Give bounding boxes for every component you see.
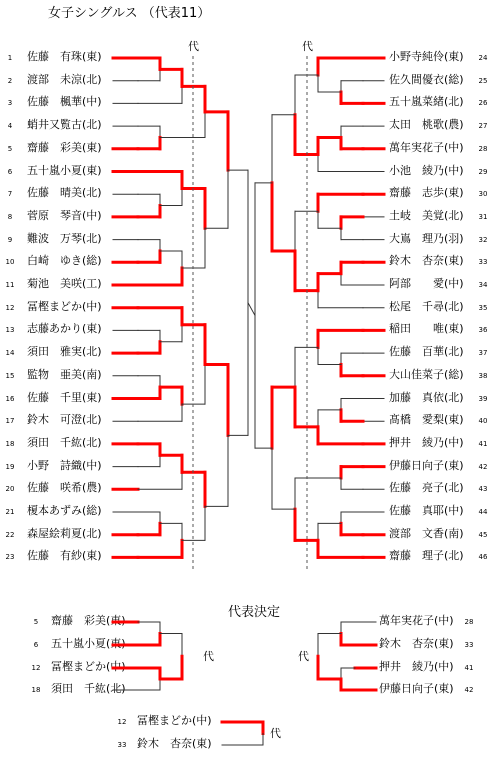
seed-number: 29: [478, 167, 488, 176]
player-name: 須田 雅実(北): [27, 345, 102, 359]
player-name: 志藤あかり(東): [27, 322, 102, 336]
final-section-title: 代表決定: [228, 605, 281, 620]
seed-number: 1: [7, 54, 13, 62]
daihyo-label-right: 代: [302, 40, 313, 53]
player-name: 冨樫まどか(中): [51, 660, 126, 673]
player-name: 齋藤 彩美(東): [27, 140, 102, 154]
seed-number: 12: [5, 303, 15, 312]
seed-number: 41: [478, 439, 488, 448]
player-name: 萬年実花子(中): [379, 614, 454, 627]
player-name: 渡部 未涼(北): [27, 72, 102, 86]
player-name: 佐藤 楓華(中): [27, 95, 102, 109]
player-name: 五十嵐菜緒(北): [389, 95, 464, 109]
player-name: 佐藤 晴美(北): [27, 186, 102, 200]
player-name: 押井 綾乃(中): [379, 660, 454, 673]
player-name: 渡部 文香(南): [389, 526, 464, 540]
seed-number: 5: [7, 144, 13, 153]
seed-number: 2: [7, 76, 13, 85]
player-name: 小池 綾乃(中): [389, 163, 464, 177]
player-name: 稲田 唯(東): [389, 322, 464, 336]
seed-number: 24: [478, 54, 488, 62]
seed-number: 28: [478, 144, 488, 153]
seed-number: 13: [5, 326, 15, 335]
player-name: 齋藤 理子(北): [389, 549, 464, 563]
player-name: 鈴木 杏奈(東): [137, 737, 212, 750]
player-name: 監物 亜美(南): [27, 367, 102, 381]
seed-number: 6: [7, 167, 13, 176]
seed-number: 35: [478, 303, 488, 312]
seed-number: 27: [478, 122, 488, 131]
player-name: 鈴木 杏奈(東): [389, 254, 464, 268]
player-name: 小野 詩織(中): [27, 458, 102, 472]
player-name: 須田 千紘(北): [27, 435, 102, 449]
seed-number: 26: [478, 99, 488, 108]
player-name: 佐藤 亮子(北): [389, 481, 464, 495]
seed-number: 30: [478, 190, 488, 199]
player-name: 加藤 真依(北): [389, 390, 464, 404]
player-name: 伊藤日向子(東): [379, 682, 454, 695]
seed-number: 25: [478, 76, 488, 85]
player-name: 須田 千紘(北): [51, 682, 126, 695]
seed-number: 17: [5, 417, 15, 426]
seed-number: 31: [478, 212, 488, 221]
seed-number: 19: [5, 462, 15, 471]
player-name: 森屋絵莉夏(北): [27, 526, 102, 540]
player-name: 菊池 美咲(工): [27, 277, 102, 290]
player-name: 佐藤 有珠(東): [27, 50, 102, 63]
seed-number: 33: [117, 741, 127, 749]
seed-number: 14: [5, 349, 15, 358]
seed-number: 7: [7, 190, 13, 199]
player-name: 松尾 千尋(北): [389, 299, 464, 313]
player-name: 冨樫まどか(中): [27, 299, 102, 313]
seed-number: 46: [478, 553, 488, 562]
player-name: 大嶌 理乃(羽): [389, 231, 464, 245]
seed-number: 40: [478, 417, 488, 426]
player-name: 佐藤 有紗(東): [27, 549, 102, 563]
daihyo-result-label: 代: [270, 727, 281, 740]
player-name: 萬年実花子(中): [389, 140, 464, 154]
page-title: 女子シングルス （代表11）: [48, 6, 211, 21]
seed-number: 15: [5, 371, 15, 380]
seed-number: 43: [478, 485, 488, 494]
seed-number: 33: [464, 641, 474, 649]
seed-number: 45: [478, 530, 488, 539]
player-name: 榎本あずみ(総): [27, 504, 102, 517]
seed-number: 5: [33, 618, 39, 626]
seed-number: 4: [7, 122, 13, 131]
seed-number: 32: [478, 235, 488, 244]
seed-number: 6: [33, 641, 39, 649]
player-name: 冨樫まどか(中): [137, 714, 212, 727]
player-name: 佐藤 百華(北): [389, 345, 464, 359]
player-name: 太田 桃歌(農): [389, 118, 464, 132]
player-name: 五十嵐小夏(東): [27, 163, 102, 177]
seed-number: 16: [5, 394, 15, 403]
daihyo-result-label: 代: [298, 650, 309, 663]
seed-number: 41: [464, 664, 474, 672]
player-name: 菅原 琴音(中): [27, 208, 102, 222]
player-name: 白崎 ゆき(総): [27, 254, 102, 268]
seed-number: 20: [5, 485, 15, 494]
seed-number: 28: [464, 618, 474, 626]
seed-number: 44: [478, 508, 488, 516]
player-name: 難波 万琴(北): [27, 231, 102, 245]
player-name: 伊藤日向子(東): [389, 458, 464, 472]
seed-number: 18: [5, 439, 15, 448]
player-name: 押井 綾乃(中): [389, 435, 464, 449]
player-name: 鈴木 杏奈(東): [379, 637, 454, 650]
seed-number: 38: [478, 371, 488, 380]
player-name: 齋藤 志歩(東): [389, 186, 464, 200]
seed-number: 39: [478, 394, 488, 403]
seed-number: 11: [5, 281, 15, 289]
player-name: 佐藤 千里(東): [27, 390, 102, 404]
seed-number: 37: [478, 349, 488, 358]
player-name: 蛸井又覧古(北): [27, 118, 102, 132]
player-name: 土岐 美覚(北): [389, 208, 464, 222]
player-name: 齋藤 彩美(東): [51, 614, 126, 627]
seed-number: 23: [5, 553, 15, 562]
player-name: 大山佳菜子(総): [389, 367, 464, 381]
seed-number: 22: [5, 530, 15, 539]
seed-number: 12: [117, 718, 127, 726]
daihyo-result-label: 代: [203, 650, 214, 663]
seed-number: 3: [7, 99, 13, 108]
seed-number: 18: [31, 686, 41, 694]
center-line: [248, 303, 255, 316]
player-name: 阿部 愛(中): [389, 277, 464, 290]
seed-number: 12: [31, 664, 41, 672]
seed-number: 36: [478, 326, 488, 335]
player-name: 佐藤 真耶(中): [389, 504, 464, 517]
player-name: 佐久間優衣(総): [389, 72, 464, 86]
player-name: 五十嵐小夏(東): [51, 637, 126, 650]
player-name: 髙橋 愛梨(東): [389, 413, 464, 427]
daihyo-label-left: 代: [188, 40, 199, 53]
seed-number: 34: [478, 281, 488, 289]
seed-number: 21: [5, 508, 15, 516]
seed-number: 9: [7, 235, 13, 244]
player-name: 鈴木 可澄(北): [27, 413, 102, 427]
seed-number: 42: [464, 686, 474, 694]
player-name: 小野寺純伶(東): [389, 50, 464, 63]
seed-number: 8: [7, 212, 13, 221]
seed-number: 10: [5, 258, 15, 267]
seed-number: 42: [478, 462, 488, 471]
player-name: 佐藤 咲希(農): [27, 481, 102, 495]
seed-number: 33: [478, 258, 488, 267]
